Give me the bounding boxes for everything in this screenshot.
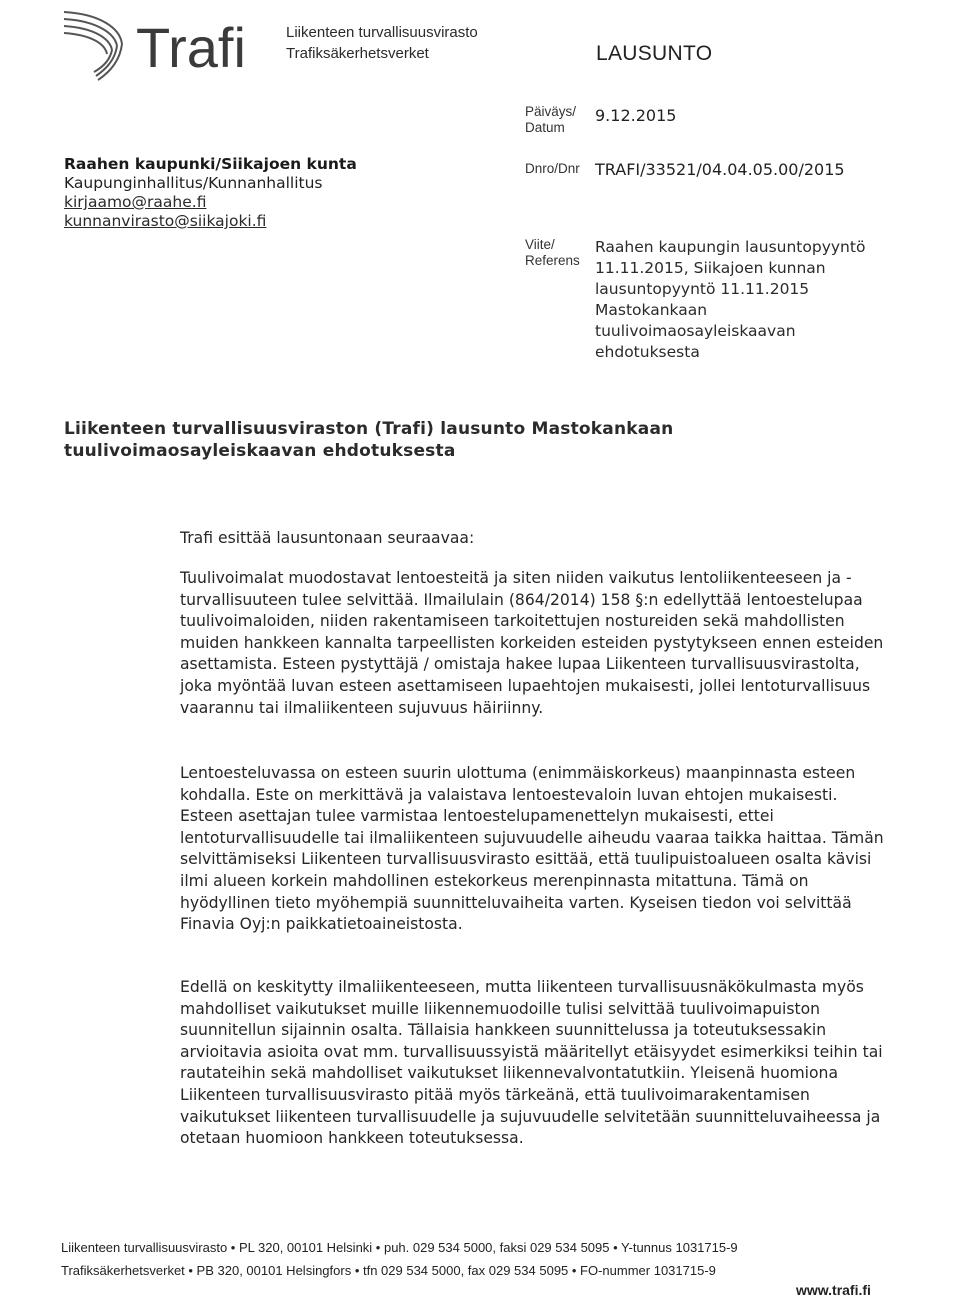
date-value: 9.12.2015 bbox=[595, 106, 677, 125]
reference-label bbox=[525, 237, 580, 269]
dnro-label: Dnro/Dnr bbox=[525, 161, 580, 176]
body-intro: Trafi esittää lausuntonaan seuraavaa: bbox=[180, 529, 475, 547]
agency-names bbox=[286, 22, 478, 64]
footer-line-fi: Liikenteen turvallisuusvirasto • PL 320, 00101 Helsinki • puh. 029 534 5000, faksi 029 534 5095 • Y-tunnus 1031715-9 bbox=[61, 1240, 738, 1255]
email-link-siikajoki[interactable]: kunnanvirasto@siikajoki.fi bbox=[64, 212, 267, 230]
body-paragraph-3: Edellä on keskitytty ilmaliikenteeseen, mutta liikenteen turvallisuusnäkökulmasta myös mahdolliset vaikutukset muille liikennemuodoille tulisi selvittää tuulivoimapuiston suunnitellun sijainnin osalta. Tällaisia hankkeen suunnittelussa ja toteutuksessakin arvioitavia asioita ovat mm. turvallisuussyistä määritellyt etäisyydet esimerkiksi teihin tai rautateihin sekä mahdolliset vaikutukset liikennevalvontatutkiin. Yleisenä huomiona Liikenteen turvallisuusvirasto pitää myös tärkeänä, että tuulivoimarakentamisen vaikutukset liikenteen turvallisuudelle ja sujuvuudelle selvitetään suunnitteluvaiheessa ja otetaan huomioon hankkeen toteutuksessa. bbox=[180, 978, 883, 1148]
reference-label-sv: Referens bbox=[525, 253, 580, 268]
document-type: LAUSUNTO bbox=[596, 42, 713, 65]
date-label-sv: Datum bbox=[525, 120, 565, 135]
reference-label-fi: Viite/ bbox=[525, 237, 555, 252]
trafi-logo bbox=[62, 4, 277, 84]
logo-wordmark: Trafi bbox=[136, 16, 246, 79]
email-link-raahe[interactable]: kirjaamo@raahe.fi bbox=[64, 193, 207, 211]
recipient-name: Raahen kaupunki/Siikajoen kunta bbox=[64, 155, 357, 173]
recipient-block bbox=[64, 155, 357, 231]
reference-value: Raahen kaupungin lausuntopyyntö 11.11.2015, Siikajoen kunnan lausuntopyyntö 11.11.2015 Mastokankaan tuulivoimaosayleiskaavan ehdotuksesta bbox=[595, 238, 866, 361]
date-label bbox=[525, 104, 576, 136]
agency-name-fi: Liikenteen turvallisuusvirasto bbox=[286, 24, 478, 41]
footer-line-sv: Trafiksäkerhetsverket • PB 320, 00101 Helsingfors • tfn 029 534 5000, fax 029 534 5095 • FO-nummer 1031715-9 bbox=[61, 1263, 716, 1278]
body-paragraph-1: Tuulivoimalat muodostavat lentoesteitä ja siten niiden vaikutus lentoliikenteeseen ja -turvallisuuteen tulee selvittää. Ilmailulain (864/2014) 158 §:n edellyttää lentoestelupaa tuulivoimaloiden, niiden rakentamiseen tarkoitettujen nostureiden sekä mahdollisten muiden hankkeen kannalta tarpeellisten korkeiden esteiden pystytykseen ennen esteiden asettamista. Esteen pystyttäjä / omistaja hakee lupaa Liikenteen turvallisuusvirastolta, joka myöntää luvan esteen asettamiseen lupaehtojen mukaisesti, jollei lentoturvallisuus vaarannu tai ilmaliikenteen sujuvuus häiriinny. bbox=[180, 569, 884, 717]
body-paragraph-2: Lentoesteluvassa on esteen suurin ulottuma (enimmäiskorkeus) maanpinnasta esteen kohdalla. Este on merkittävä ja valaistava lentoestevaloin luvan ehtojen mukaisesti. Esteen asettajan tulee varmistaa lentoestelupamenettelyn mukaisesti, ettei lentoturvallisuudelle tai ilmaliikenteen sujuvuudelle aiheudu vaaraa taikka haittaa. Tämän selvittämiseksi Liikenteen turvallisuusvirasto esittää, että tuulipuistoalueen osalta kävisi ilmi alueen korkein mahdollinen estekorkeus merenpinnasta mitattuna. Tämä on hyödyllinen tieto myöhempiä suunnitteluvaiheita varten. Kyseisen tiedon voi selvittää Finavia Oyj:n paikkatietoaineistosta. bbox=[180, 764, 884, 934]
dnro-value: TRAFI/33521/04.04.05.00/2015 bbox=[595, 160, 845, 179]
recipient-department: Kaupunginhallitus/Kunnanhallitus bbox=[64, 174, 323, 192]
statement-title: Liikenteen turvallisuusviraston (Trafi) lausunto Mastokankaan tuulivoimaosayleiskaavan ehdotuksesta bbox=[64, 419, 674, 461]
agency-name-sv: Trafiksäkerhetsverket bbox=[286, 45, 429, 62]
date-label-fi: Päiväys/ bbox=[525, 104, 577, 119]
website-link[interactable]: www.trafi.fi bbox=[796, 1282, 871, 1298]
trafi-swoosh-icon bbox=[62, 4, 277, 84]
